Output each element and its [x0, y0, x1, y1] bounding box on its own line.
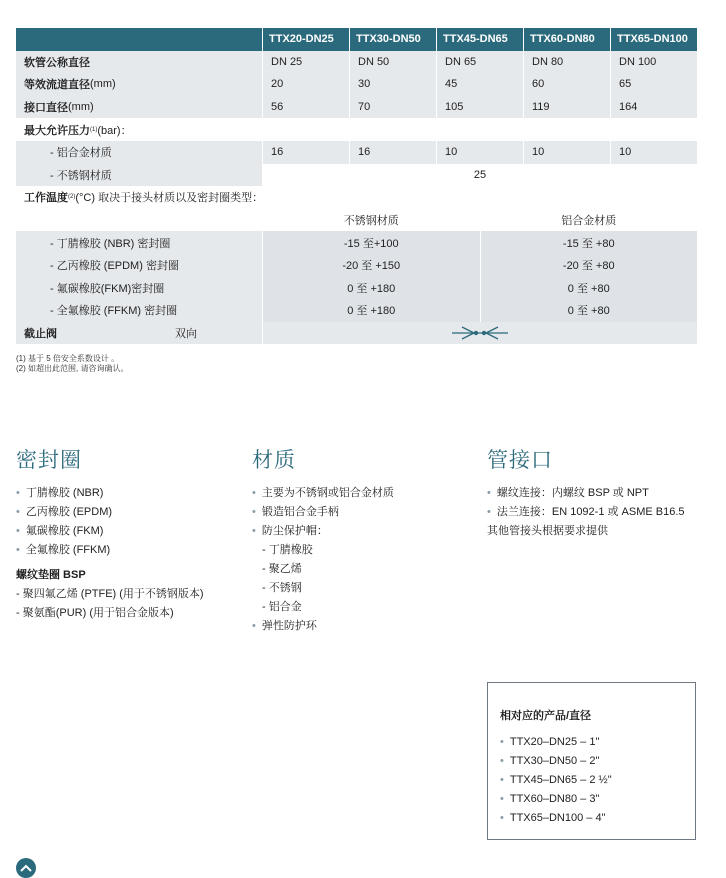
cell: 16 — [262, 141, 349, 164]
materials-title: 材质 — [252, 449, 296, 472]
list-item: - 聚氨酯(PUR) (用于铝合金版本) — [16, 607, 174, 619]
row-label — [16, 118, 697, 141]
row-unit: (°C) 取决于接头材质以及密封圈类型： — [75, 192, 264, 205]
list-item: • 防尘保护帽： — [252, 522, 472, 541]
list-item: • 法兰连接：EN 1092-1 或 ASME B16.5 — [487, 503, 717, 522]
list-item: - 聚乙烯 — [262, 563, 302, 575]
table-header — [16, 28, 697, 51]
row-label: - 乙丙橡胶 (EPDM) 密封圈 — [50, 260, 179, 273]
table-row-temp-epdm — [16, 254, 697, 277]
cell: 119 — [523, 96, 610, 119]
row-unit: (bar)： — [97, 124, 132, 137]
cell: 16 — [349, 141, 436, 164]
header-col-5: TTX65-DN100 — [610, 28, 697, 51]
footnote-ref: (2) — [68, 194, 76, 201]
row-label-text: 最大允许压力 — [24, 124, 90, 137]
cell: DN 100 — [610, 51, 697, 74]
table-row-valve — [16, 322, 697, 345]
row-label: - 全氟橡胶 (FFKM) 密封圈 — [50, 305, 178, 318]
list-item: • 弹性防护环 — [252, 617, 472, 636]
seals-title: 密封圈 — [16, 449, 82, 472]
table-row-port-diameter — [16, 96, 697, 119]
row-label — [16, 96, 262, 119]
col-steel: 不锈钢材质 — [262, 209, 480, 232]
cell: 56 — [262, 96, 349, 119]
row-label-text: 截止阀 — [24, 328, 57, 341]
cell: DN 50 — [349, 51, 436, 74]
cell: 45 — [436, 73, 523, 96]
row-unit: (mm) — [90, 78, 116, 91]
cell: 0 至 +180 — [262, 299, 480, 322]
cell: DN 25 — [262, 51, 349, 74]
list-item: • TTX60–DN80 – 3" — [500, 790, 683, 809]
cell: 25 — [262, 164, 697, 187]
footnote-2: (2) 如超出此范围, 请咨询确认。 — [16, 364, 129, 373]
row-label — [16, 186, 697, 209]
table-row-hose-nominal — [16, 51, 697, 74]
table-row-temp-fkm — [16, 277, 697, 300]
cell: -15 至 +80 — [480, 231, 698, 254]
col-aluminum: 铝合金材质 — [480, 209, 698, 232]
list-item: • TTX45–DN65 – 2 ½" — [500, 771, 683, 790]
products-box — [487, 682, 696, 840]
cell: 0 至 +180 — [262, 277, 480, 300]
row-label — [16, 73, 262, 96]
list-item: • 丁腈橡胶 (NBR) — [16, 484, 236, 503]
thread-gasket-subhead: 螺纹垫圈 BSP — [16, 569, 86, 581]
cell: 20 — [262, 73, 349, 96]
table-row-temp-ffkm — [16, 299, 697, 322]
cell: 0 至 +80 — [480, 277, 698, 300]
scroll-to-top-button[interactable] — [16, 858, 36, 878]
table-row-steel-pressure — [16, 164, 697, 187]
list-item: - 丁腈橡胶 — [262, 544, 313, 556]
list-item: • 锻造铝合金手柄 — [252, 503, 472, 522]
header-col-1: TTX20-DN25 — [262, 28, 349, 51]
list-item: • 全氟橡胶 (FFKM) — [16, 541, 236, 560]
list-item: • 氟碳橡胶 (FKM) — [16, 522, 236, 541]
cell: 30 — [349, 73, 436, 96]
header-blank — [16, 209, 262, 232]
list-item: • 螺纹连接：内螺纹 BSP 或 NPT — [487, 484, 717, 503]
cell: 10 — [523, 141, 610, 164]
cell: 0 至 +80 — [480, 299, 698, 322]
row-label-text: 等效流道直径 — [24, 79, 90, 92]
specs-table — [16, 28, 697, 344]
cell: 60 — [523, 73, 610, 96]
materials-list — [252, 484, 472, 636]
table-row-temp-nbr — [16, 231, 697, 254]
header-col-4: TTX60-DN80 — [523, 28, 610, 51]
list-item: - 铝合金 — [262, 601, 302, 613]
bidirectional-valve-icon — [452, 326, 508, 340]
footnotes — [16, 354, 128, 374]
cell: -15 至+100 — [262, 231, 480, 254]
cell: 164 — [610, 96, 697, 119]
row-label: - 丁腈橡胶 (NBR) 密封圈 — [50, 237, 171, 250]
header-col-3: TTX45-DN65 — [436, 28, 523, 51]
seals-list — [16, 484, 236, 560]
list-item: • TTX20–DN25 – 1" — [500, 733, 683, 752]
cell: DN 65 — [436, 51, 523, 74]
list-item: - 不锈钢 — [262, 582, 302, 594]
valve-direction: 双向 — [175, 328, 197, 341]
products-list — [500, 733, 683, 828]
ports-title: 管接口 — [487, 449, 553, 472]
row-label: - 氟碳橡胶(FKM)密封圈 — [50, 282, 165, 295]
cell: 65 — [610, 73, 697, 96]
list-item: • 乙丙橡胶 (EPDM) — [16, 503, 236, 522]
products-title: 相对应的产品/直径 — [500, 710, 592, 722]
row-label: 软管公称直径 — [24, 56, 90, 69]
footnote-ref: (1) — [90, 126, 98, 133]
list-item: • TTX65–DN100 – 4" — [500, 809, 683, 828]
cell: 70 — [349, 96, 436, 119]
header-blank — [16, 28, 262, 51]
cell: -20 至 +80 — [480, 254, 698, 277]
table-row-temperature-columns — [16, 209, 697, 232]
table-row-aluminum-pressure — [16, 141, 697, 164]
table-row-flow-diameter — [16, 73, 697, 96]
footnote-1: (1) 基于 5 倍安全系数设计 。 — [16, 354, 120, 363]
table-row-max-pressure — [16, 118, 697, 141]
row-label — [16, 322, 262, 345]
ports-list — [487, 484, 717, 522]
row-label: - 不锈钢材质 — [50, 169, 112, 182]
ports-section — [487, 444, 717, 541]
row-unit: (mm) — [68, 101, 94, 114]
header-col-2: TTX30-DN50 — [349, 28, 436, 51]
list-item: • TTX30–DN50 – 2" — [500, 752, 683, 771]
cell: 10 — [436, 141, 523, 164]
valve-cell — [262, 322, 697, 345]
ports-note: 其他管接头根据要求提供 — [487, 525, 608, 537]
cell: DN 80 — [523, 51, 610, 74]
row-label: - 铝合金材质 — [50, 147, 112, 160]
cell: -20 至 +150 — [262, 254, 480, 277]
chevron-up-icon — [20, 864, 32, 872]
row-label-text: 接口直径 — [24, 102, 68, 115]
list-item: • 主要为不锈钢或铝合金材质 — [252, 484, 472, 503]
cell: 105 — [436, 96, 523, 119]
list-item: - 聚四氟乙烯 (PTFE) (用于不锈钢版本) — [16, 588, 204, 600]
cell: 10 — [610, 141, 697, 164]
seals-section — [16, 444, 236, 623]
materials-section — [252, 444, 472, 636]
row-label-text: 工作温度 — [24, 192, 68, 205]
table-row-temperature — [16, 186, 697, 209]
